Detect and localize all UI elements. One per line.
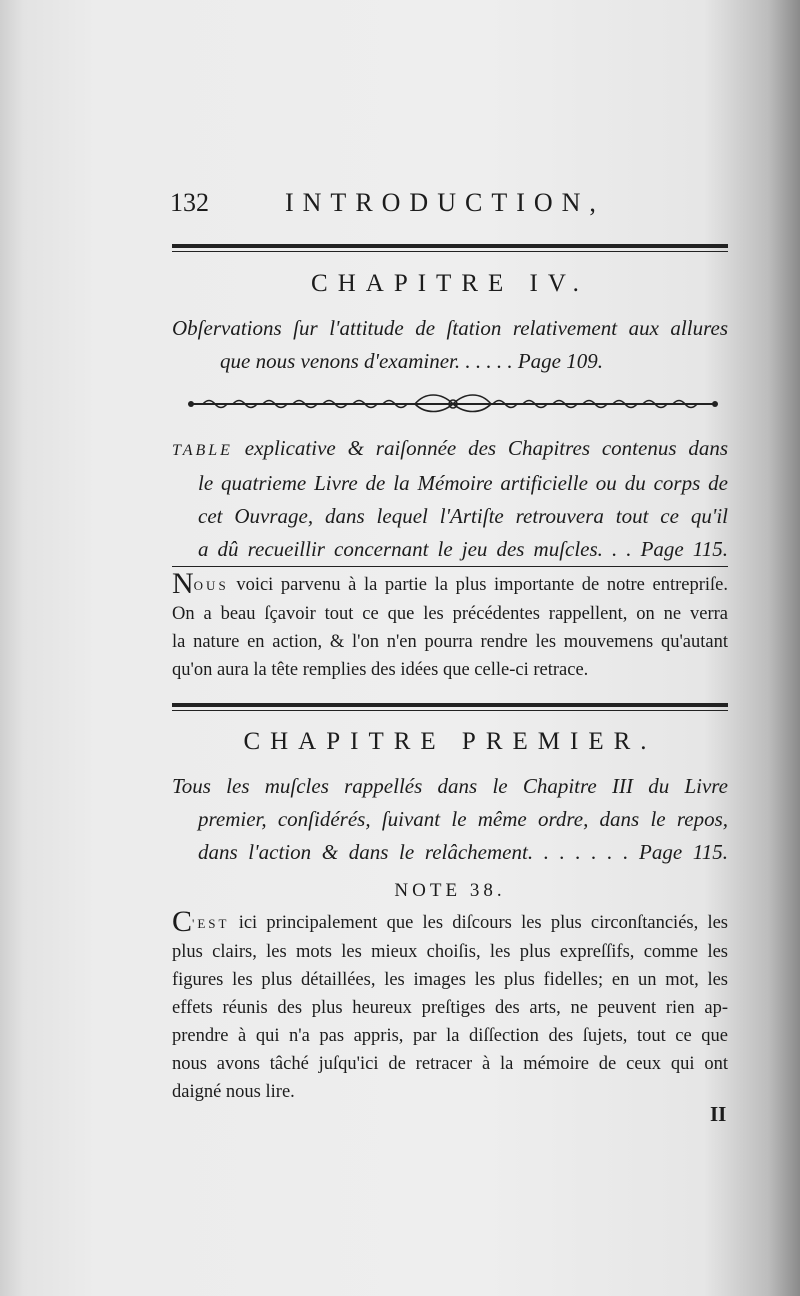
note-line-7: daigné nous lire. — [172, 1082, 295, 1102]
table-line-1 — [172, 432, 728, 467]
page-number: 132 — [170, 188, 209, 217]
chapter-rule-thin — [172, 710, 728, 711]
intro-line-1 — [172, 567, 729, 600]
table-lead: TABLE — [172, 442, 233, 459]
intro-smallcaps: OUS — [193, 578, 229, 593]
chapter-iv-line-1: Obſervations ſur l'attitude de ſtation relativement aux allures — [172, 316, 728, 340]
intro-paragraph — [172, 567, 729, 684]
note-title: NOTE 38. — [394, 880, 506, 901]
section-rule — [172, 566, 728, 567]
note-line-1-text: ici principalement que les diſcours les plus circonſtanciés, les — [238, 913, 728, 933]
chapter-iv-heading: CHAPITRE IV. — [311, 270, 589, 297]
chapter-iv-line-2: que nous venons d'examiner. . . . . . Page 109. — [220, 349, 604, 373]
table-line-1-text: explicative & raiſonnée des Chapitres contenus dans — [244, 436, 729, 460]
chapter-premier-heading: CHAPITRE PREMIER. — [243, 728, 657, 755]
catchword: II — [710, 1102, 727, 1126]
running-head — [170, 188, 730, 228]
chapter-premier-line-1: Tous les muſcles rappellés dans le Chapitre III du Livre — [172, 774, 728, 798]
table-line-2: le quatrieme Livre de la Mémoire artificielle ou du corps de — [198, 471, 728, 495]
note-line-4: effets réunis des plus heureux preſtiges des arts, ne peuvent rien ap- — [172, 998, 728, 1018]
chapter-premier-line-2: premier, conſidérés, ſuivant le même ordre, dans le repos, — [198, 807, 728, 831]
table-line-3: cet Ouvrage, dans lequel l'Artiſte retrouvera tout ce qu'il — [198, 504, 728, 528]
intro-line-2: On a beau ſçavoir tout ce que les précédentes rappellent, on ne verra — [172, 604, 728, 624]
chapter-rule-thick — [172, 703, 728, 707]
header-rule-thick — [172, 244, 728, 248]
table-line-4: a dû recueillir concernant le jeu des muſcles. . . Page 115. — [198, 537, 728, 561]
note-line-3: figures les plus détaillées, les images les plus fidelles; en un mot, les — [172, 970, 728, 990]
intro-line-4: qu'on aura la tête remplies des idées que celle-ci retrace. — [172, 660, 589, 680]
note-line-2: plus clairs, les mots les mieux choiſis, les plus expreſſifs, comme les — [172, 942, 728, 962]
intro-dropcap: N — [172, 567, 194, 600]
note-line-5: prendre à qui n'a pas appris, par la diſſection des ſujets, tout ce que — [172, 1026, 728, 1046]
chapter-premier-line-3: dans l'action & dans le relâchement. . . . . . . Page 115. — [198, 840, 728, 864]
note-line-6: nous avons tâché juſqu'ici de retracer à la mémoire de ceux qui ont — [172, 1054, 728, 1074]
note-line-1 — [172, 905, 728, 938]
note-smallcaps: 'EST — [192, 916, 230, 931]
intro-line-3: la nature en action, & l'on n'en pourra rendre les mouvemens qu'autant — [172, 632, 728, 652]
chapter-iv-summary — [172, 312, 728, 378]
note-paragraph — [172, 905, 728, 1106]
table-explicative — [172, 432, 728, 566]
header-rule-thin — [172, 251, 728, 252]
running-title: INTRODUCTION, — [285, 188, 605, 217]
chapter-premier-summary — [172, 770, 728, 869]
note-dropcap: C — [172, 905, 193, 938]
intro-line-1-text: voici parvenu à la partie la plus importante de notre entrepriſe. — [236, 575, 729, 595]
fleuron-divider-icon — [183, 393, 723, 415]
